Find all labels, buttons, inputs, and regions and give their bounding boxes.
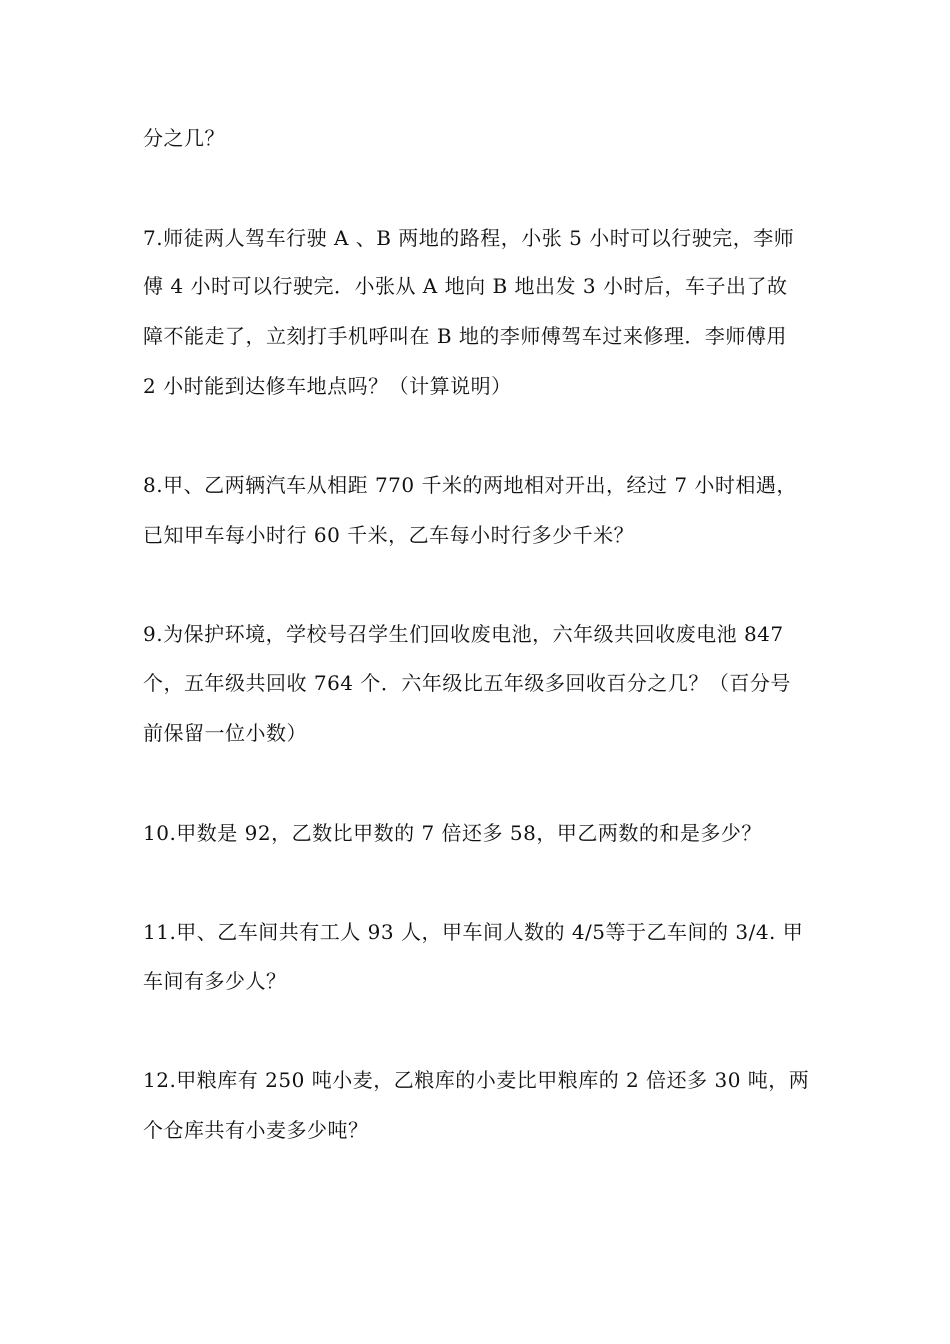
question-9-line-3: 前保留一位小数） [143, 721, 307, 745]
question-7-line-4: 2 小时能到达修车地点吗？（计算说明） [143, 374, 512, 398]
question-7-line-3: 障不能走了，立刻打手机呼叫在 B 地的李师傅驾车过来修理．李师傅用 [143, 324, 787, 348]
question-7-line-2: 傅 4 小时可以行驶完．小张从 A 地向 B 地出发 3 小时后，车子出了故 [143, 274, 788, 298]
question-12-line-1: 12.甲粮库有 250 吨小麦，乙粮库的小麦比甲粮库的 2 倍还多 30 吨，两 [143, 1068, 810, 1092]
question-11-line-1: 11.甲、乙车间共有工人 93 人，甲车间人数的 4/5等于乙车间的 3/4. 甲 [143, 920, 804, 944]
question-9-line-2: 个，五年级共回收 764 个．六年级比五年级多回收百分之几？（百分号 [143, 671, 791, 695]
question-10-line-1: 10.甲数是 92，乙数比甲数的 7 倍还多 58，甲乙两数的和是多少？ [143, 821, 762, 845]
question-7-line-1: 7.师徒两人驾车行驶 A 、B 两地的路程，小张 5 小时可以行驶完，李师 [143, 226, 795, 250]
question-9-line-1: 9.为保护环境，学校号召学生们回收废电池，六年级共回收废电池 847 [143, 622, 784, 646]
question-8-line-2: 已知甲车每小时行 60 千米，乙车每小时行多少千米？ [143, 523, 635, 547]
question-11-line-2: 车间有多少人？ [143, 969, 287, 993]
question-12-line-2: 个仓库共有小麦多少吨？ [143, 1118, 369, 1142]
question-8-line-1: 8.甲、乙两辆汽车从相距 770 千米的两地相对开出，经过 7 小时相遇， [143, 473, 797, 497]
fragment-line: 分之几？ [143, 126, 225, 150]
